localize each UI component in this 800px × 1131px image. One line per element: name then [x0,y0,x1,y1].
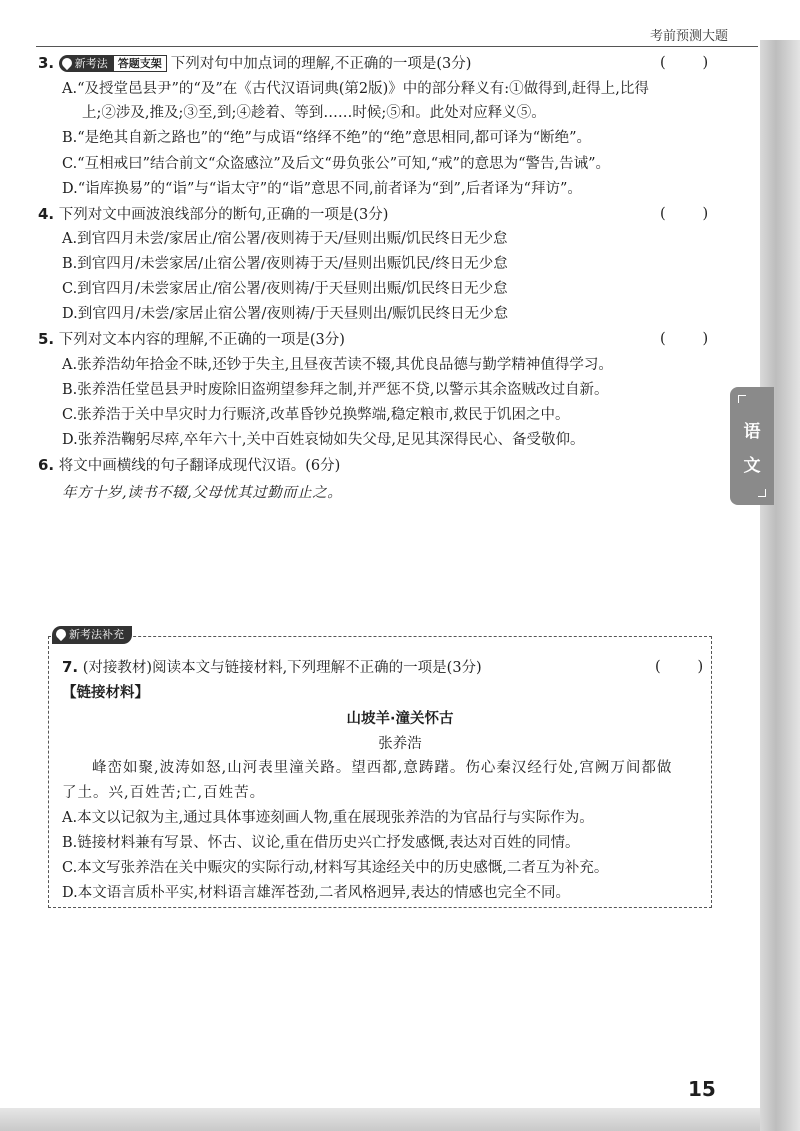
option-a: A.张养浩幼年拾金不昧,还钞于失主,且昼夜苦读不辍,其优良品德与勤学精神值得学习。 [62,357,613,373]
answer-blank[interactable]: ( ) [660,331,709,347]
page-number: 15 [688,1077,716,1101]
question-6-stem [38,455,340,476]
option-d: D.“诣库换易”的“诣”与“诣太守”的“诣”意思不同,前者译为“到”,后者译为“拜访”。 [62,181,582,197]
answer-blank[interactable]: ( ) [660,55,709,71]
option-c: C.到官四月/未尝家居止/宿公署/夜则祷/于天昼则出赈/饥民终日无少怠 [62,281,508,297]
option-a-continued: 上;②涉及,推及;③至,到;④趁着、等到……时候;⑤和。此处对应释义⑤。 [82,105,546,121]
question-number: 3. [38,54,55,72]
answer-blank[interactable]: ( ) [655,659,704,675]
tab-corner-mark [738,395,746,403]
option-c: C.张养浩于关中旱灾时力行赈济,改革昏钞兑换弊端,稳定粮市,救民于饥困之中。 [62,407,570,423]
poem-author: 张养浩 [378,736,422,752]
option-b: B.链接材料兼有写景、怀古、议论,重在借历史兴亡抒发感慨,表达对百姓的同情。 [62,835,580,851]
poem-line: 峰峦如聚,波涛如怒,山河表里潼关路。望西都,意踌躇。伤心秦汉经行处,宫阙万间都做 [92,760,673,776]
subject-char-2: 文 [743,456,761,476]
question-number: 7. [62,658,79,676]
question-text: 下列对文中画波浪线部分的断句,正确的一项是(3分) [58,207,389,223]
option-a: A.本文以记叙为主,通过具体事迹刻画人物,重在展现张养浩的为官品行与实际作为。 [62,810,594,826]
supplement-tag [52,626,132,644]
pin-icon [60,56,74,70]
subject-char-1: 语 [743,422,761,442]
option-c: C.“互相戒曰”结合前文“众盗感泣”及后文“毋负张公”可知,“戒”的意思为“警告,告诫”。 [62,156,611,172]
question-number: 5. [38,330,55,348]
new-exam-badge [59,55,113,72]
option-d: D.张养浩鞠躬尽瘁,卒年六十,关中百姓哀恸如失父母,足见其深得民心、备受敬仰。 [62,432,585,448]
poem-line: 了土。兴,百姓苦;亡,百姓苦。 [62,785,266,801]
option-d: D.本文语言质朴平实,材料语言雄浑苍劲,二者风格迥异,表达的情感也完全不同。 [62,885,571,901]
option-d: D.到官四月/未尝/家居止宿公署/夜则祷/于天昼则出/赈饥民终日无少怠 [62,306,509,322]
question-text: (对接教材)阅读本文与链接材料,下列理解不正确的一项是(3分) [82,660,482,676]
answer-support-badge: 答题支架 [113,55,167,72]
question-7-stem [62,657,482,678]
tag-label: 新考法补充 [69,628,124,641]
question-5-stem [38,329,345,350]
option-b: B.到官四月/未尝家居/止宿公署/夜则祷于天/昼则出赈饥民/终日无少怠 [62,256,508,272]
subject-tab [730,387,774,505]
option-a: A.“及授堂邑县尹”的“及”在《古代汉语词典(第2版)》中的部分释义有:①做得到,赶得上,比得 [62,81,649,97]
poem-title: 山坡羊·潼关怀古 [346,711,454,727]
option-b: B.张养浩任堂邑县尹时废除旧盗朔望参拜之制,并严惩不贷,以警示其余盗贼改过自新。 [62,382,609,398]
header-rule [36,46,758,47]
question-text: 下列对句中加点词的理解,不正确的一项是(3分) [170,56,472,72]
option-a: A.到官四月未尝/家居止/宿公署/夜则祷于天/昼则出赈/饥民终日无少怠 [62,231,508,247]
option-c: C.本文写张养浩在关中赈灾的实际行动,材料写其途经关中的历史感慨,二者互为补充。 [62,860,609,876]
option-b: B.“是绝其自新之路也”的“绝”与成语“络绎不绝”的“绝”意思相同,都可译为“断绝”。 [62,130,591,146]
handwritten-answer[interactable]: 年方十岁,读书不辍,父母忧其过勤而止之。 [62,485,343,501]
page-edge-shadow [760,40,800,1131]
tab-corner-mark [758,489,766,497]
question-text: 将文中画横线的句子翻译成现代汉语。(6分) [58,458,341,474]
answer-blank[interactable]: ( ) [660,206,709,222]
material-label: 【链接材料】 [62,685,149,701]
question-text: 下列对文本内容的理解,不正确的一项是(3分) [58,332,345,348]
badge-label: 新考法 [74,57,108,70]
question-4-stem [38,204,388,225]
question-3-stem [38,53,471,74]
header-title: 考前预测大题 [649,29,728,44]
page-bottom-shadow [0,1108,760,1131]
question-number: 6. [38,456,55,474]
question-number: 4. [38,205,55,223]
pin-icon [54,627,68,641]
